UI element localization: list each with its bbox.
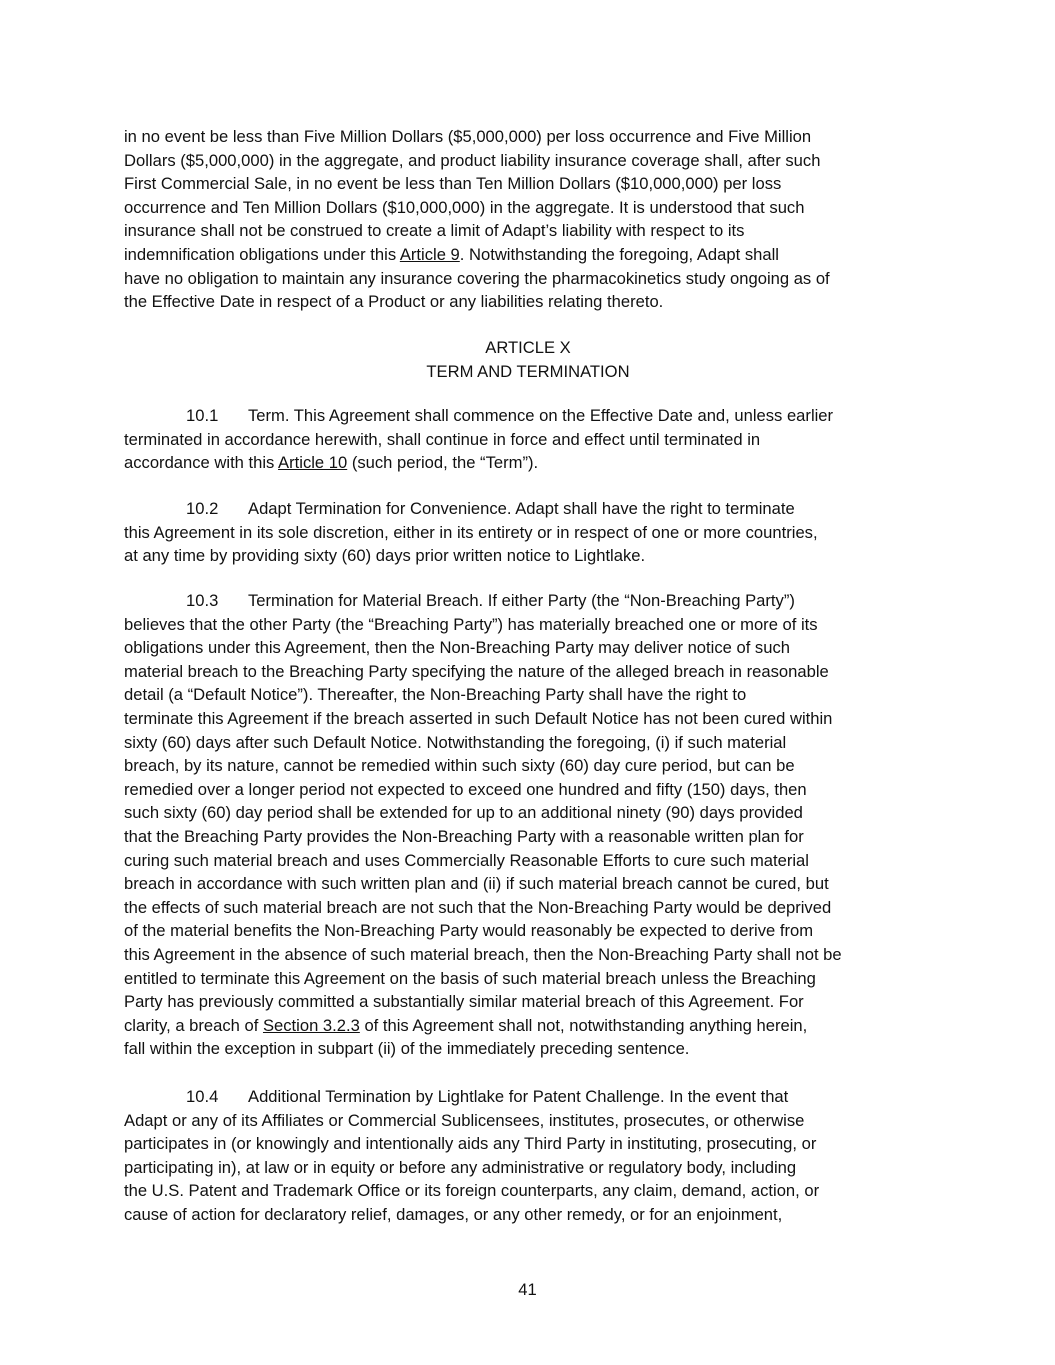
text-line <box>124 801 944 825</box>
text-line <box>124 660 944 684</box>
line-text: terminated in accordance herewith, shall continue in force and effect until terminated in <box>124 429 761 449</box>
line-text: (such period, the “Term”). <box>347 453 539 473</box>
line-text: cause of action for declaratory relief, damages, or any other remedy, or for an enjoinment, <box>124 1204 783 1224</box>
line-text: entitled to terminate this Agreement on the basis of such material breach unless the Breaching <box>124 968 816 988</box>
line-text: detail (a “Default Notice”). Thereafter, the Non-Breaching Party shall have the right to <box>124 685 747 705</box>
text-line <box>124 290 944 314</box>
line-text: insurance shall not be construed to create a limit of Adapt’s liability with respect to its <box>124 221 745 241</box>
line-text: Additional Termination by Lightlake for Patent Challenge. In the event that <box>248 1087 789 1106</box>
line-text: participating in), at law or in equity or before any administrative or regulatory body, including <box>124 1157 797 1177</box>
text-line <box>124 243 944 267</box>
text-line <box>124 219 944 243</box>
text-line <box>124 267 944 291</box>
line-text: breach in accordance with such written plan and (ii) if such material breach cannot be cured, but <box>124 874 829 894</box>
line-text: the U.S. Patent and Trademark Office or its foreign counterparts, any claim, demand, action, or <box>124 1181 820 1201</box>
section-number: 10.1 <box>186 406 219 425</box>
text-line <box>124 896 944 920</box>
text-line <box>124 1014 944 1038</box>
line-text: clarity, a breach of <box>124 1015 263 1035</box>
text-line <box>124 521 944 545</box>
line-text: the effects of such material breach are not such that the Non-Breaching Party would be deprived <box>124 897 832 917</box>
line-text: TERM AND TERMINATION <box>426 361 630 381</box>
line-text: Term. This Agreement shall commence on the Effective Date and, unless earlier <box>248 406 834 425</box>
text-line <box>124 589 944 613</box>
text-line <box>124 497 944 521</box>
text-line <box>124 1037 944 1061</box>
text-line <box>124 544 944 568</box>
line-text: this Agreement in the absence of such material breach, then the Non-Breaching Party shall not be <box>124 944 842 964</box>
cross-reference-link[interactable]: Section 3.2.3 <box>262 1015 360 1035</box>
text-line <box>124 428 944 452</box>
text-line <box>124 613 944 637</box>
line-text: material breach to the Breaching Party specifying the nature of the alleged breach in reasonable <box>124 661 829 681</box>
line-text: curing such material breach and uses Commercially Reasonable Efforts to cure such material <box>124 850 809 870</box>
line-text: this Agreement in its sole discretion, either in its entirety or in respect of one or more countries, <box>124 522 818 542</box>
text-line <box>124 196 944 220</box>
page-number: 41 <box>518 1280 537 1299</box>
section-10-2 <box>124 497 944 568</box>
text-line <box>124 336 932 360</box>
line-text: believes that the other Party (the “Breaching Party”) has materially breached one or more of its <box>124 614 818 634</box>
text-line <box>124 683 944 707</box>
line-text: Dollars ($5,000,000) in the aggregate, and product liability insurance coverage shall, after such <box>124 150 821 170</box>
text-line <box>124 360 932 384</box>
text-line <box>124 149 944 173</box>
line-text: indemnification obligations under this <box>124 244 400 264</box>
section-10-1 <box>124 404 944 475</box>
line-text: obligations under this Agreement, then the Non-Breaching Party may deliver notice of such <box>124 638 790 658</box>
cross-reference-link[interactable]: Article 10 <box>278 453 348 473</box>
section-10-3 <box>124 589 944 1061</box>
text-line <box>124 872 944 896</box>
line-text: remedied over a longer period not expected to exceed one hundred and fifty (150) days, then <box>124 779 807 799</box>
line-text: participates in (or knowingly and intentionally aids any Third Party in instituting, prosecuting, or <box>124 1134 817 1154</box>
text-line <box>124 404 944 428</box>
section-number: 10.2 <box>186 499 219 518</box>
line-text: sixty (60) days after such Default Notice. Notwithstanding the foregoing, (i) if such material <box>124 732 787 752</box>
line-text: that the Breaching Party provides the Non-Breaching Party with a reasonable written plan for <box>124 826 804 846</box>
line-text: such sixty (60) day period shall be extended for up to an additional ninety (90) days provided <box>124 803 803 823</box>
line-text: ARTICLE X <box>485 338 571 357</box>
text-line <box>124 825 944 849</box>
text-line <box>124 1109 944 1133</box>
text-line <box>124 1132 944 1156</box>
text-line <box>124 967 944 991</box>
line-text: of this Agreement shall not, notwithstanding anything herein, <box>359 1015 808 1035</box>
text-line <box>124 1179 944 1203</box>
text-line <box>124 636 944 660</box>
text-line <box>124 731 944 755</box>
text-line <box>124 754 944 778</box>
text-line <box>124 707 944 731</box>
line-text: Adapt or any of its Affiliates or Commercial Sublicensees, institutes, prosecutes, or otherwise <box>124 1110 805 1130</box>
text-line <box>124 1203 944 1227</box>
section-10-4 <box>124 1085 944 1227</box>
line-text: the Effective Date in respect of a Product or any liabilities relating thereto. <box>124 292 664 312</box>
text-line <box>124 919 944 943</box>
line-text: fall within the exception in subpart (ii) of the immediately preceding sentence. <box>124 1039 690 1059</box>
line-text: terminate this Agreement if the breach asserted in such Default Notice has not been cured within <box>124 708 833 728</box>
text-line <box>124 778 944 802</box>
text-line <box>124 451 944 475</box>
text-line <box>124 943 944 967</box>
section-number: 10.3 <box>186 591 219 610</box>
line-text: accordance with this <box>124 453 279 473</box>
insurance-paragraph-continued <box>124 125 944 314</box>
text-line <box>124 1085 944 1109</box>
text-line <box>124 849 944 873</box>
section-number: 10.4 <box>186 1087 219 1106</box>
text-line <box>124 990 944 1014</box>
line-text: of the material benefits the Non-Breaching Party would reasonably be expected to derive from <box>124 921 814 941</box>
line-text: Termination for Material Breach. If either Party (the “Non-Breaching Party”) <box>248 591 795 610</box>
line-text: in no event be less than Five Million Dollars ($5,000,000) per loss occurrence and Five Million <box>124 127 812 146</box>
line-text: First Commercial Sale, in no event be less than Ten Million Dollars ($10,000,000) per loss <box>124 174 782 194</box>
line-text: breach, by its nature, cannot be remedied within such sixty (60) day cure period, but can be <box>124 756 795 776</box>
text-line <box>124 1156 944 1180</box>
line-text: . Notwithstanding the foregoing, Adapt shall <box>459 244 779 264</box>
article-heading <box>124 336 932 383</box>
line-text: Party has previously committed a substantially similar material breach of this Agreement. For <box>124 992 804 1012</box>
line-text: have no obligation to maintain any insurance covering the pharmacokinetics study ongoing as of <box>124 268 830 288</box>
line-text: occurrence and Ten Million Dollars ($10,000,000) in the aggregate. It is understood that such <box>124 197 805 217</box>
text-line <box>124 172 944 196</box>
line-text: Adapt Termination for Convenience. Adapt shall have the right to terminate <box>248 499 795 518</box>
cross-reference-link[interactable]: Article 9 <box>399 244 460 264</box>
line-text: at any time by providing sixty (60) days prior written notice to Lightlake. <box>124 546 646 566</box>
text-line <box>124 125 944 149</box>
